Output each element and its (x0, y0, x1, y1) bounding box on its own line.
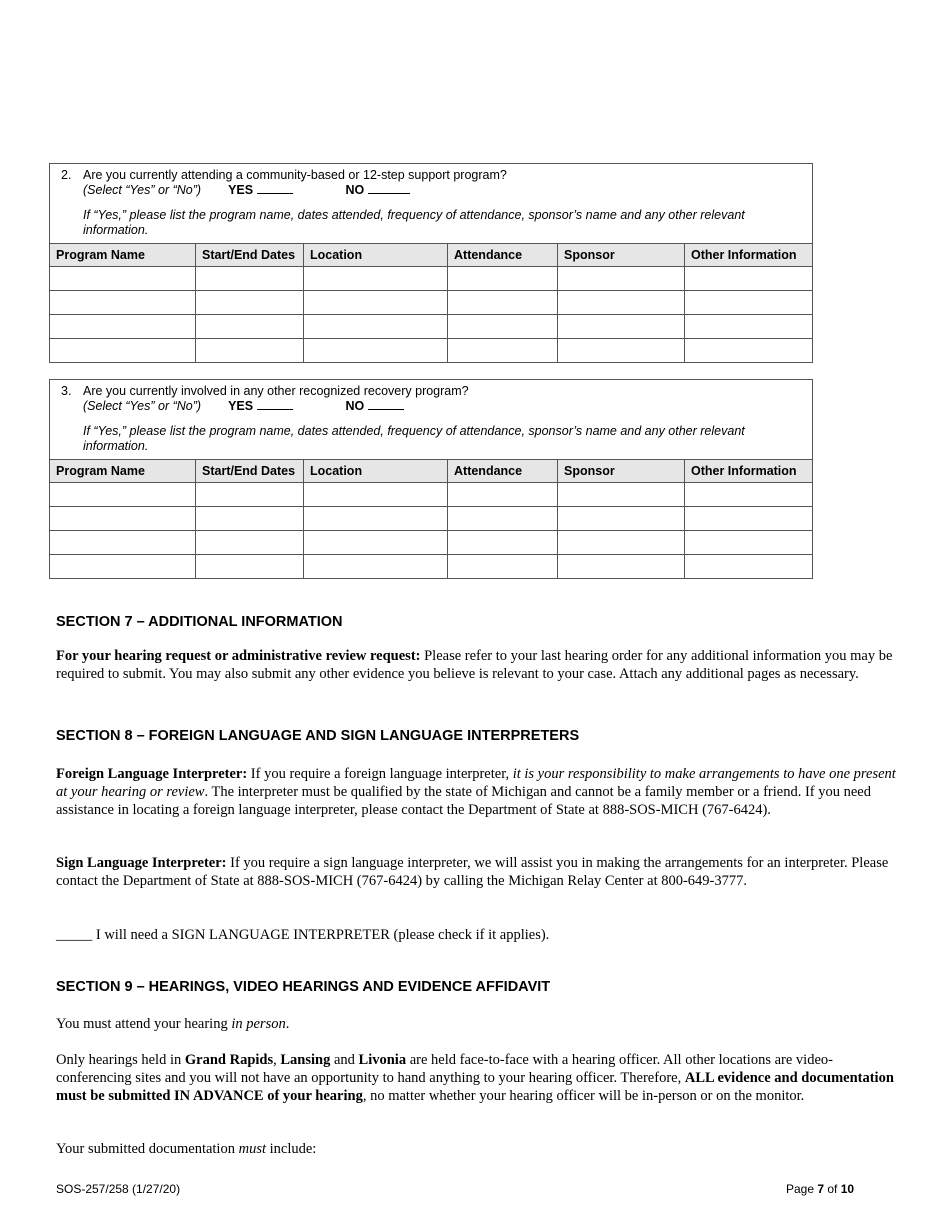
table-row (50, 267, 813, 291)
paragraph-text: . (285, 1016, 290, 1032)
column-header-other-information: Other Information (685, 244, 813, 267)
question-3-prompt (50, 380, 813, 460)
documentation-paragraph (56, 1140, 896, 1158)
column-header-program-name: Program Name (50, 460, 196, 483)
table-cell[interactable] (558, 267, 685, 291)
section-7-paragraph (56, 647, 896, 683)
checkbox-label: I will need a SIGN LANGUAGE INTERPRETER (please check if it applies). (92, 927, 550, 943)
table-cell[interactable] (558, 339, 685, 363)
section-8-heading: SECTION 8 – FOREIGN LANGUAGE AND SIGN LANGUAGE INTERPRETERS (56, 728, 580, 744)
paragraph-emphasis: ALL evidence and documentation must be submitted IN ADVANCE of your hearing (56, 1070, 894, 1104)
table-cell[interactable] (304, 291, 448, 315)
paragraph-lead: Sign Language Interpreter: (56, 855, 227, 871)
table-row (50, 555, 813, 579)
table-cell[interactable] (685, 483, 813, 507)
question-2-prompt (50, 164, 813, 244)
no-label: NO (345, 183, 365, 197)
paragraph-text: and (330, 1052, 359, 1068)
table-cell[interactable] (196, 507, 304, 531)
paragraph-emphasis: it is your responsibility to make arrangements to have one present at your hearing or review (56, 766, 896, 800)
question-number: 3. (61, 384, 72, 398)
table-cell[interactable] (448, 507, 558, 531)
table-cell[interactable] (685, 555, 813, 579)
table-cell[interactable] (558, 315, 685, 339)
paragraph-text: Only hearings held in (56, 1052, 185, 1068)
table-cell[interactable] (304, 339, 448, 363)
table-cell[interactable] (448, 267, 558, 291)
question-3-table (49, 379, 813, 579)
column-header-sponsor: Sponsor (558, 460, 685, 483)
table-row (50, 531, 813, 555)
table-cell[interactable] (304, 267, 448, 291)
no-answer-field[interactable] (368, 399, 404, 410)
column-header-program-name: Program Name (50, 244, 196, 267)
section-9-heading: SECTION 9 – HEARINGS, VIDEO HEARINGS AND EVIDENCE AFFIDAVIT (56, 979, 551, 995)
table-cell[interactable] (50, 483, 196, 507)
yes-label: YES (228, 399, 254, 413)
table-cell[interactable] (685, 291, 813, 315)
paragraph-lead: For your hearing request or administrative review request: (56, 648, 421, 664)
table-row (50, 507, 813, 531)
paragraph-text: , (273, 1052, 281, 1068)
paragraph-text: If you require a foreign language interpreter, (247, 766, 513, 782)
paragraph-emphasis: in person (231, 1016, 286, 1032)
table-cell[interactable] (448, 483, 558, 507)
table-cell[interactable] (558, 291, 685, 315)
paragraph-text: You must attend your hearing (56, 1016, 232, 1032)
hearing-locations-paragraph (56, 1051, 896, 1105)
table-cell[interactable] (304, 531, 448, 555)
yes-answer-field[interactable] (257, 399, 293, 410)
table-cell[interactable] (196, 291, 304, 315)
city-grand-rapids: Grand Rapids (184, 1052, 274, 1068)
table-row (50, 315, 813, 339)
paragraph-text: . The interpreter must be qualified by the state of Michigan and cannot be a family member or a friend. If you need assistance in locating a foreign language interpreter, please contact the Department of State at 888-SOS-MICH (767-6424). (56, 784, 871, 818)
column-header-sponsor: Sponsor (558, 244, 685, 267)
no-label: NO (345, 399, 365, 413)
select-hint: (Select “Yes” or “No”) (83, 183, 202, 197)
table-cell[interactable] (50, 531, 196, 555)
table-cell[interactable] (685, 339, 813, 363)
table-cell[interactable] (196, 483, 304, 507)
yes-answer-field[interactable] (257, 183, 293, 194)
column-header-attendance: Attendance (448, 244, 558, 267)
table-cell[interactable] (448, 291, 558, 315)
table-cell[interactable] (558, 531, 685, 555)
question-number: 2. (61, 168, 72, 182)
section-7-heading: SECTION 7 – ADDITIONAL INFORMATION (56, 614, 343, 630)
table-cell[interactable] (448, 315, 558, 339)
column-header-start-end-dates: Start/End Dates (196, 244, 304, 267)
select-hint: (Select “Yes” or “No”) (83, 399, 202, 413)
question-note: If “Yes,” please list the program name, dates attended, frequency of attendance, sponsor’s name and any other relevant information. (83, 424, 745, 453)
table-cell[interactable] (50, 339, 196, 363)
page-current: 7 (817, 1182, 825, 1196)
table-cell[interactable] (50, 267, 196, 291)
table-cell[interactable] (558, 555, 685, 579)
table-cell[interactable] (685, 315, 813, 339)
paragraph-text: include: (266, 1141, 317, 1157)
paragraph-text: Your submitted documentation (56, 1141, 239, 1157)
table-cell[interactable] (50, 291, 196, 315)
page-total: 10 (840, 1182, 855, 1196)
paragraph-text: , no matter whether your hearing officer will be in-person or on the monitor. (362, 1088, 805, 1104)
paragraph-lead: Foreign Language Interpreter: (56, 766, 248, 782)
table-cell[interactable] (558, 483, 685, 507)
table-row (50, 291, 813, 315)
question-2-table (49, 163, 813, 363)
sign-interpreter-check-field[interactable]: _____ (56, 927, 93, 943)
table-cell[interactable] (196, 555, 304, 579)
yes-label: YES (228, 183, 254, 197)
table-cell[interactable] (304, 483, 448, 507)
form-id: SOS-257/258 (1/27/20) (56, 1182, 181, 1196)
table-cell[interactable] (50, 315, 196, 339)
table-cell[interactable] (304, 507, 448, 531)
table-cell[interactable] (558, 507, 685, 531)
paragraph-text: Please refer to your last hearing order for any additional information you may be required to submit. You may also submit any other evidence you believe is relevant to your case. Attach any additional pages as necessary. (56, 648, 893, 682)
page-number (786, 1182, 854, 1196)
sign-interpreter-paragraph (56, 854, 896, 890)
table-cell[interactable] (304, 315, 448, 339)
table-row (50, 483, 813, 507)
table-cell[interactable] (50, 507, 196, 531)
table-cell[interactable] (196, 315, 304, 339)
table-cell[interactable] (685, 531, 813, 555)
paragraph-emphasis: must (238, 1141, 266, 1157)
table-cell[interactable] (448, 339, 558, 363)
page-of: of (824, 1182, 841, 1196)
sign-interpreter-checkbox-line (56, 926, 896, 944)
table-cell[interactable] (685, 507, 813, 531)
no-answer-field[interactable] (368, 183, 410, 194)
question-text: Are you currently involved in any other recognized recovery program? (83, 384, 469, 398)
attend-in-person-paragraph (56, 1015, 896, 1033)
city-lansing: Lansing (280, 1052, 331, 1068)
question-text: Are you currently attending a community-based or 12-step support program? (83, 168, 507, 182)
paragraph-text: are held face-to-face with a hearing officer. All other locations are video-conferencing sites and you will not have an opportunity to hand anything to your hearing officer. Therefore, (56, 1052, 833, 1086)
column-header-other-information: Other Information (685, 460, 813, 483)
table-cell[interactable] (50, 555, 196, 579)
table-cell[interactable] (304, 555, 448, 579)
city-livonia: Livonia (358, 1052, 407, 1068)
column-header-attendance: Attendance (448, 460, 558, 483)
table-cell[interactable] (685, 267, 813, 291)
table-cell[interactable] (196, 339, 304, 363)
table-cell[interactable] (196, 267, 304, 291)
table-cell[interactable] (448, 531, 558, 555)
paragraph-text: If you require a sign language interpreter, we will assist you in making the arrangements for an interpreter. Please contact the Department of State at 888-SOS-MICH (767-6424) by calling the Michigan Relay Center at 800-649-3777. (56, 855, 889, 889)
table-cell[interactable] (448, 555, 558, 579)
table-row (50, 339, 813, 363)
table-cell[interactable] (196, 531, 304, 555)
column-header-start-end-dates: Start/End Dates (196, 460, 304, 483)
question-note: If “Yes,” please list the program name, dates attended, frequency of attendance, sponsor’s name and any other relevant information. (83, 208, 745, 237)
column-header-location: Location (304, 244, 448, 267)
column-header-location: Location (304, 460, 448, 483)
foreign-interpreter-paragraph (56, 765, 896, 819)
page-label: Page (786, 1182, 818, 1196)
